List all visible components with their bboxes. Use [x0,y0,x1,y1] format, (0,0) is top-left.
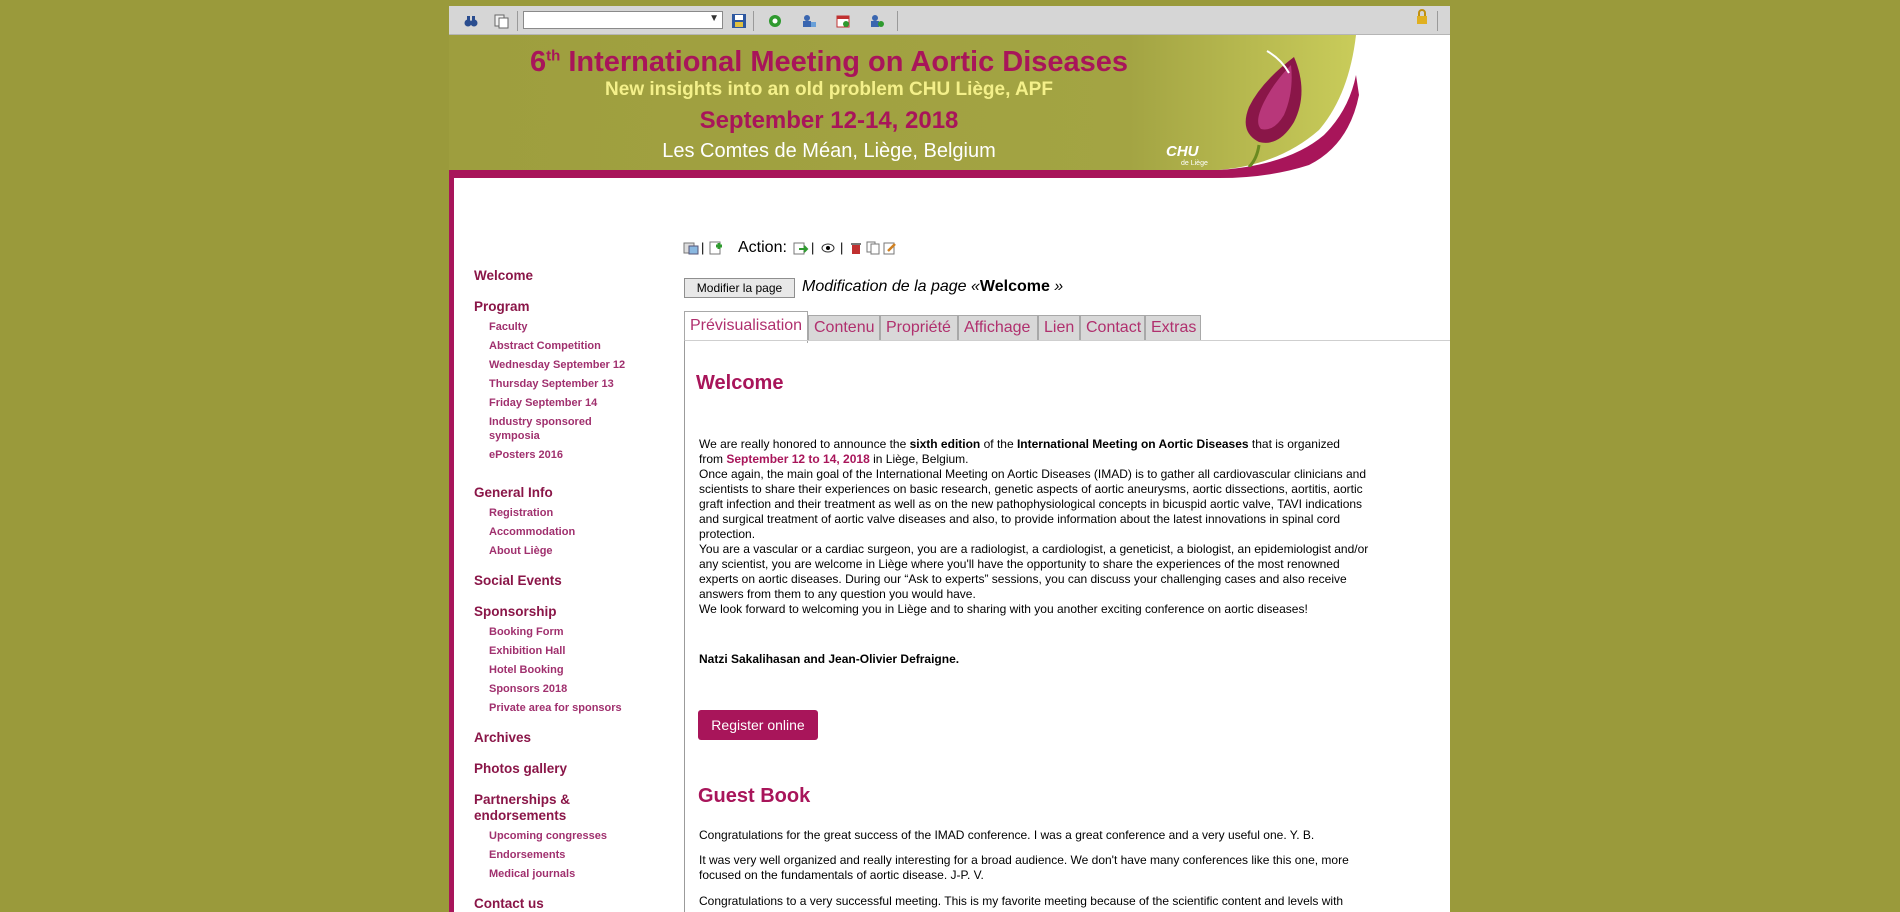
audience-paragraph: You are a vascular or a cardiac surgeon, you are a radiologist, a cardiologist, a geneticist, a biologist, an epidemiologist and/or any scientist, you are welcome in Liège where you'll have the opportunity to share the experiences of the most renowned experts on aortic diseases. During our “Ask to experts” sessions, you can discuss your challenging cases and also receive answers from them to any question you would have. [699,542,1369,601]
tab-contact[interactable]: Contact [1080,315,1145,341]
goal-paragraph: Once again, the main goal of the International Meeting on Aortic Diseases (IMAD) is to gather all cardiovascular clinicians and scientists to share their experiences on basic research, genetic aspects of aortic aneurysms, aortic dissections, aortitis, aortic graft infection and their treatment as well as on the new pathophysiological concepts in bicuspid aortic valve, TAVI indications and surgical treatment of aortic valve diseases and also, to provide information about the latest innovations in spinal cord protection. [699,467,1367,541]
intro-paragraph [699,437,1379,467]
export-icon[interactable] [793,241,809,260]
menu-social-events[interactable]: Social Events [474,573,562,588]
copy-icon[interactable] [866,241,880,260]
action-separator: | [811,240,815,255]
menu-private-area[interactable]: Private area for sponsors [489,702,622,714]
intro-text: from [699,452,727,466]
preview-eye-icon[interactable] [821,241,835,260]
action-separator: | [701,240,705,255]
chu-logo: CHU [1166,143,1199,160]
menu-exhibition-hall[interactable]: Exhibition Hall [489,645,566,657]
guestbook-entry: Congratulations to a very successful meeting. This is my favorite meeting because of the scientific content and levels with [699,894,1344,908]
preview-panel [684,340,1450,912]
intro-text: in Liège, Belgium. [869,452,969,466]
page-list-icon[interactable] [683,241,699,260]
menu-about-liege[interactable]: About Liège [489,545,553,557]
event-banner [449,35,1450,178]
menu-contact-us[interactable]: Contact us [474,896,544,911]
toolbar-separator [897,11,898,31]
chevron-down-icon: ▼ [709,13,719,24]
pages-icon[interactable] [493,13,509,29]
menu-sponsorship[interactable]: Sponsorship [474,604,557,619]
menu-friday[interactable]: Friday September 14 [489,397,598,409]
menu-program[interactable]: Program [474,299,530,314]
menu-industry-symposia[interactable]: Industry sponsored symposia [489,416,592,442]
intro-text: of the [980,437,1017,451]
modify-page-caption [802,278,1063,296]
edit-icon[interactable] [883,241,897,260]
tab-propriete[interactable]: Propriété [880,315,958,341]
banner-venue: Les Comtes de Méan, Liège, Belgium [662,140,996,162]
menu-sponsors-2018[interactable]: Sponsors 2018 [489,683,568,695]
left-border-accent [449,178,454,912]
modify-suffix: » [1049,278,1064,295]
menu-hotel-booking[interactable]: Hotel Booking [489,664,564,676]
menu-archives[interactable]: Archives [474,730,532,745]
menu-registration[interactable]: Registration [489,507,554,519]
menu-booking-form[interactable]: Booking Form [489,626,564,638]
banner-title-number: 6 [529,46,547,78]
menu-accommodation[interactable]: Accommodation [489,526,576,538]
intro-text: that is organized [1248,437,1340,451]
page-frame [449,6,1450,912]
modify-prefix: Modification de la page « [802,278,980,295]
menu-eposters[interactable]: ePosters 2016 [489,449,563,461]
guest-book-title: Guest Book [698,785,811,807]
menu-partnerships[interactable]: Partnerships & endorsements [474,792,571,823]
menu-endorsements[interactable]: Endorsements [489,849,566,861]
save-icon[interactable] [731,13,747,29]
intro-bold-meeting: International Meeting on Aortic Diseases [1016,437,1249,451]
menu-abstract-competition[interactable]: Abstract Competition [489,340,601,352]
banner-title-text: International Meeting on Aortic Diseases [560,46,1129,78]
delete-icon[interactable] [849,241,863,260]
toolbar-separator [1437,11,1438,31]
tab-contenu[interactable]: Contenu [808,315,880,341]
guestbook-entry: It was very well organized and really interesting for a broad audience. We don't have many conferences like this one, more focused on the fundamentals of aortic disease. J-P. V. [699,853,1349,882]
binoculars-icon[interactable] [463,13,479,29]
signature: Natzi Sakalihasan and Jean-Olivier Defraigne. [699,652,960,666]
tab-extras[interactable]: Extras [1145,315,1201,341]
calendar-icon[interactable] [835,13,851,29]
add-page-icon[interactable] [708,241,724,260]
modify-page-button[interactable]: Modifier la page [684,278,795,298]
chu-logo-sub: de Liège [1181,160,1208,167]
intro-dates: September 12 to 14, 2018 [726,452,870,466]
menu-faculty[interactable]: Faculty [489,321,528,333]
action-bar [683,239,1083,259]
tab-affichage[interactable]: Affichage [958,315,1038,341]
lock-icon[interactable] [1414,9,1430,25]
gear-icon[interactable] [767,13,783,29]
tab-previsualisation[interactable]: Prévisualisation [684,311,808,343]
banner-subtitle: New insights into an old problem CHU Liège, APF [605,79,1053,100]
page-title: Welcome [696,372,784,394]
action-separator: | [840,240,844,255]
menu-photos-gallery[interactable]: Photos gallery [474,761,568,776]
menu-upcoming-congresses[interactable]: Upcoming congresses [489,830,607,842]
menu-thursday[interactable]: Thursday September 13 [489,378,614,390]
banner-title [449,46,1209,79]
intro-bold-edition: sixth edition [909,437,981,451]
menu-wednesday[interactable]: Wednesday September 12 [489,359,626,371]
menu-general-info[interactable]: General Info [474,485,553,500]
intro-text: We are really honored to announce the [699,437,910,451]
admin-toolbar [449,6,1450,35]
guestbook-entry: Congratulations for the great success of the IMAD conference. I was a great conference and a very useful one. Y. B. [699,828,1315,842]
toolbar-separator [753,11,754,31]
register-online-button[interactable]: Register online [698,710,818,740]
calla-lily-flower [1199,37,1329,167]
tab-lien[interactable]: Lien [1038,315,1080,341]
toolbar-separator [517,11,518,31]
users-icon[interactable] [801,13,817,29]
menu-welcome[interactable]: Welcome [474,268,534,283]
action-label: Action: [738,239,787,256]
people-settings-icon[interactable] [869,13,885,29]
banner-title-sup: th [546,47,561,65]
banner-dates: September 12-14, 2018 [699,107,959,134]
page-select-dropdown[interactable] [523,11,723,29]
closing-paragraph: We look forward to welcoming you in Liège and to sharing with you another exciting conference on aortic diseases! [699,602,1308,616]
modify-page-name: Welcome [979,278,1050,295]
menu-medical-journals[interactable]: Medical journals [489,868,576,880]
